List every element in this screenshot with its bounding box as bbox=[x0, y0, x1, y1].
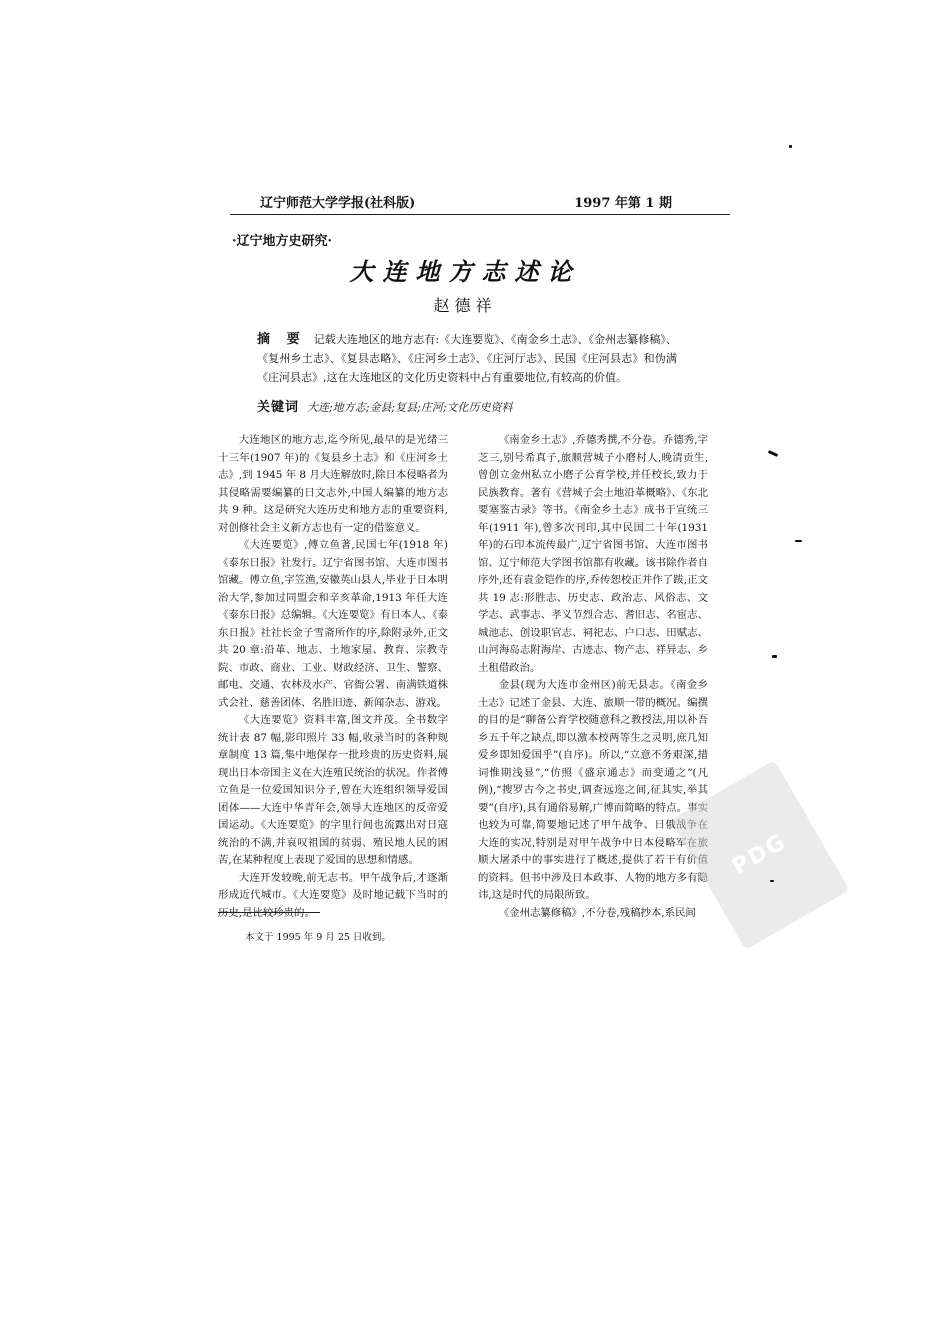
paragraph: 大连地区的地方志,迄今所见,最早的是光绪三十三年(1907 年)的《复县乡土志》和《庄河乡土志》,到 1945 年 8 月大连解放时,除日本侵略者为其侵略需要编纂的日文志外,中国人编纂的地方志共 9 种。这是研究大连历史和地方志的重要资料,对创修社会主义新方志也有一定的借鉴意义。 bbox=[218, 434, 448, 534]
body-column-right bbox=[478, 432, 708, 922]
scan-speck bbox=[789, 145, 792, 148]
paragraph: 《金州志纂修稿》,不分卷,残稿抄本,系民间 bbox=[498, 906, 696, 919]
footnote-rule bbox=[218, 912, 320, 913]
keywords-label: 关键词 bbox=[257, 400, 300, 415]
scan-speck bbox=[772, 655, 777, 658]
watermark-stamp: PDG bbox=[671, 760, 850, 950]
scan-speck bbox=[768, 450, 778, 457]
footnote: 本文于 1995 年 9 月 25 日收到。 bbox=[245, 932, 391, 943]
article-title: 大连地方志述论 bbox=[349, 257, 581, 286]
journal-name: 辽宁师范大学学报(社科版) bbox=[260, 196, 416, 211]
issue-number: 1997 年第 1 期 bbox=[574, 196, 672, 211]
header-rule bbox=[230, 214, 730, 215]
paragraph: 金县(现为大连市金州区)前无县志。《南金乡土志》记述了金县、大连、旅顺一带的概况。编撰的目的是“聊备公育学校随意科之教授法,用以补吾乡五千年之缺点,即以激本校两等生之灵明,庶几知爱乡即知爱国乎”(自序)。所以,“立意不务艰深,措词惟期浅显”,“仿照《盛京通志》而变通之”(凡例),“搜罗古今之书史,调查远迩之间,征其实,举其要”(自序),具有通俗易解,广博而简略的特点。事实也较为可靠,简要地记述了甲午战争、日俄战争在大连的实况,特别是对甲午战争中日本侵略军在旅顺大屠杀中的事实进行了概述,提供了若干有价值的资料。但书中涉及日本政事、人物的地方多有隐讳,这是时代的局限所致。 bbox=[478, 679, 708, 901]
paragraph: 《南金乡土志》,乔德秀撰,不分卷。乔德秀,字芝三,别号希真子,旅顺营城子小磨村人,晚清贡生,曾创立金州私立小磨子公育学校,并任校长,致力于民族教育。著有《营城子会土地沿革概略》、《东北要塞鉴古录》等书。《南金乡土志》成书于宣统三年(1911 年),曾多次刊印,其中民国二十年(1931 年)的石印本流传最广,辽宁省图书馆、大连市图书馆、辽宁师范大学图书馆都有收藏。该书除作者自序外,还有袁金铠作的序,乔传恕校正并作了跋,正文共 19 志:形胜志、历史志、政治志、风俗志、文学志、武事志、孝义节烈合志、耆旧志、名宦志、城池志、创设职官志、祠祀志、户口志、田赋志、山河海岛志附海岸、古迹志、物产志、祥异志、乡土租借政治。 bbox=[478, 434, 708, 674]
keywords-text: 大连;地方志;金县;复县;庄河;文化历史资料 bbox=[307, 401, 513, 414]
scan-speck bbox=[795, 540, 802, 542]
scan-speck bbox=[770, 880, 774, 882]
abstract bbox=[257, 330, 677, 387]
author-name: 赵德祥 bbox=[433, 296, 497, 315]
abstract-text: 记载大连地区的地方志有:《大连要览》、《南金乡土志》、《金州志纂修稿》、《复州乡土志》、《复县志略》、《庄河乡土志》、《庄河厅志》、民国《庄河县志》和伪满《庄河县志》,这在大连地区的文化历史资料中占有重要地位,有较高的价值。 bbox=[257, 333, 677, 384]
paragraph: 大连开发较晚,前无志书。甲午战争后,才逐渐形成近代城市。《大连要览》及时地记载下当时的历史,是比较珍贵的。 bbox=[218, 871, 448, 919]
paragraph: 《大连要览》资料丰富,图文并茂。全书数字统计表 87 幅,影印照片 33 幅,收录当时的各种规章制度 13 篇,集中地保存一批珍贵的历史资料,展现出日本帝国主义在大连殖民统治的状况。作者傅立鱼是一位爱国知识分子,曾在大连组织领导爱国团体——大连中华青年会,领导大连地区的反帝爱国运动。《大连要览》的字里行间也流露出对日寇统治的不满,并哀叹祖国的贫弱、殖民地人民的困苦,在某种程度上表现了爱国的思想和情感。 bbox=[218, 714, 448, 866]
column-tag: ·辽宁地方史研究· bbox=[232, 234, 333, 249]
abstract-label: 摘 要 bbox=[257, 332, 306, 347]
paragraph: 《大连要览》,傅立鱼著,民国七年(1918 年)《泰东日报》社发行。辽宁省图书馆、大连市图书馆藏。傅立鱼,字笠渔,安徽英山县人,毕业于日本明治大学,参加过同盟会和辛亥革命,1913 年任大连《泰东日报》总编辑。《大连要览》有日本人、《泰东日报》社社长金子雪斋所作的序,除附录外,正文共 20 章:沿革、地志、土地家屋、教育、宗教寺院、市政、商业、工业、财政经济、卫生、警察、邮电、交通、农林及水产、官衙公署、南满铁道株式会社、慈善团体、名胜旧迹、新闻杂志、游戏。 bbox=[218, 539, 448, 709]
keywords bbox=[257, 398, 687, 417]
running-head bbox=[230, 192, 730, 212]
body-column-left bbox=[218, 432, 448, 922]
